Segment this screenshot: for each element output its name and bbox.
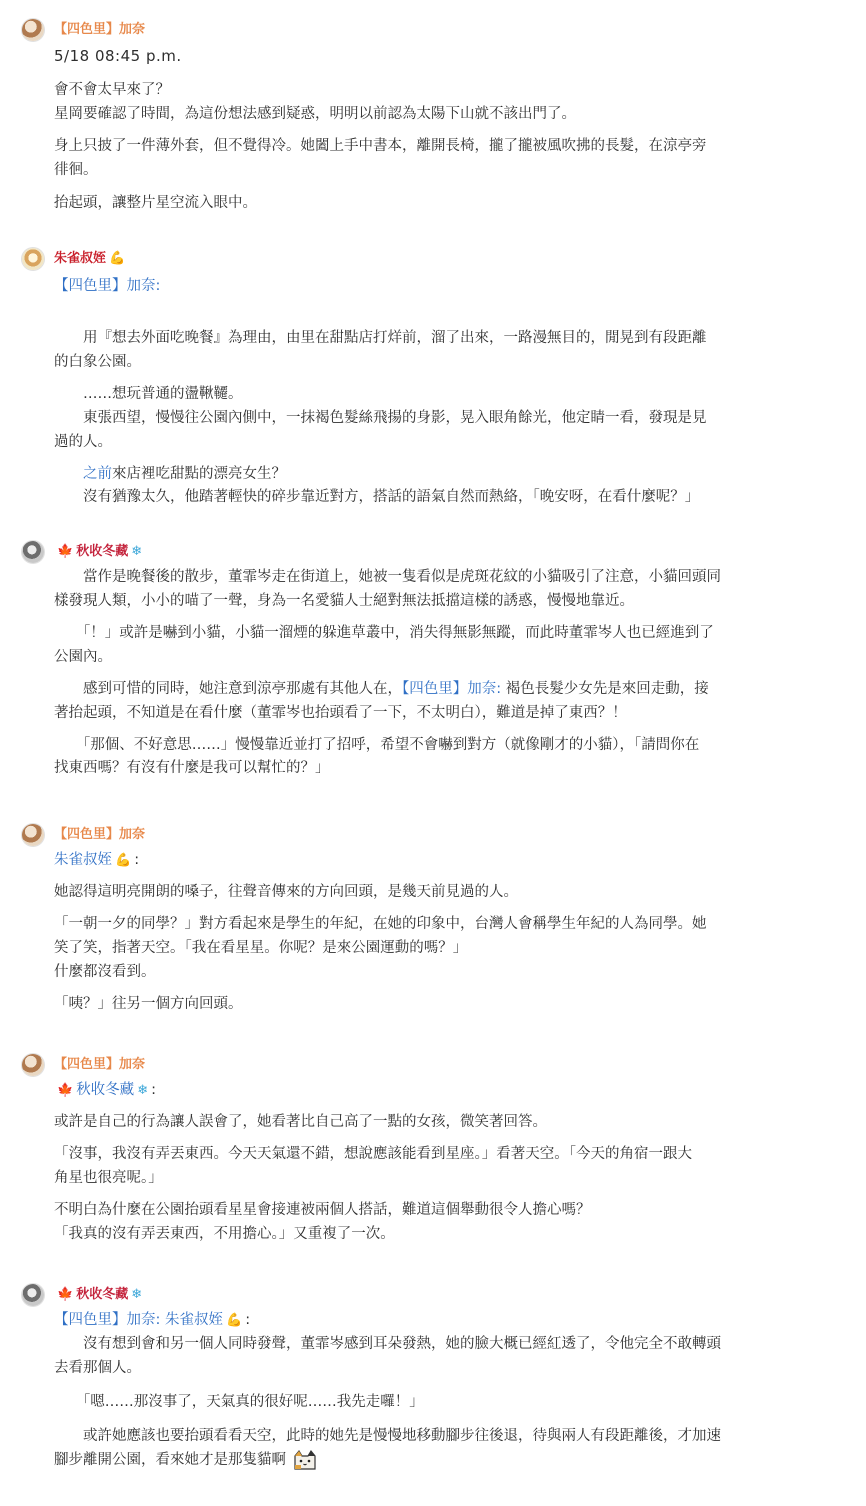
paragraph: 「沒事，我沒有弄丟東西。今天天氣還不錯，想說應該能看到星座。」看著天空。「今天的角宿一跟大 — [54, 1145, 692, 1162]
post-body — [54, 1079, 844, 1247]
paragraph: 不明白為什麼在公園抬頭看星星會接連被兩個人搭話，難道這個舉動很令人擔心嗎？ — [54, 1201, 591, 1218]
avatar[interactable] — [22, 1284, 44, 1306]
post-header — [22, 1053, 844, 1077]
mention-link[interactable]: 【四色里】加奈: — [54, 1312, 161, 1328]
paragraph: 會不會太早來了？ — [54, 81, 170, 98]
paragraph — [54, 463, 844, 487]
author-name[interactable]: 秋收冬藏 — [76, 544, 129, 560]
paragraph — [54, 1425, 844, 1449]
post-2 — [22, 247, 844, 506]
paragraph: 「那個、不好意思……」慢慢靠近並打了招呼，希望不會嚇到對方（就像剛才的小貓），「請問你在 — [54, 736, 700, 753]
post-1 — [22, 18, 844, 212]
avatar[interactable] — [22, 19, 44, 41]
flexed-biceps-icon: 💪 — [115, 853, 132, 868]
paragraph-text: 來店裡吃甜點的漂亮女生？ — [112, 465, 286, 482]
flexed-biceps-icon: 💪 — [226, 1313, 243, 1328]
maple-leaf-icon: 🍁 — [57, 1287, 74, 1303]
flexed-biceps-icon: 💪 — [109, 251, 126, 267]
maple-leaf-icon: 🍁 — [57, 544, 74, 560]
mention-link[interactable]: 秋收冬藏 — [76, 1082, 135, 1098]
avatar[interactable] — [22, 541, 44, 563]
paragraph: 「一朝一夕的同學？」對方看起來是學生的年紀，在她的印象中，台灣人會稱學生年紀的人為同學。她 — [54, 915, 707, 932]
paragraph: 找東西嗎？有沒有什麼是我可以幫忙的？」 — [54, 760, 330, 777]
paragraph: 抬起頭，讓整片星空流入眼中。 — [54, 195, 257, 212]
paragraph: 東張西望，慢慢往公園內側中，一抹褐色髮絲飛揚的身影，晃入眼角餘光，他定睛一看，發現是見 — [54, 409, 707, 426]
post-body — [54, 566, 844, 781]
maple-leaf-icon: 🍁 — [57, 1083, 74, 1098]
paragraph: 「！」或許是嚇到小貓，小貓一溜煙的躲進草叢中，消失得無影無蹤，而此時董霏岑人也已經進到了 — [54, 624, 714, 641]
mention-link[interactable]: 【四色里】加奈: — [54, 278, 161, 294]
post-4 — [22, 823, 844, 1012]
paragraph — [54, 1449, 844, 1473]
avatar[interactable] — [22, 248, 44, 270]
post-body — [54, 1309, 844, 1473]
paragraph: 「咦？」往另一個方向回頭。 — [54, 995, 243, 1012]
author-name[interactable]: 【四色里】加奈 — [54, 827, 146, 843]
paragraph-text: 或許她應該也要抬頭看看天空，此時的她先是慢慢地移動腳步往後退，待與兩人有段距離後，才加速 — [54, 1427, 721, 1444]
post-header — [22, 540, 844, 564]
author-name[interactable]: 【四色里】加奈 — [54, 22, 146, 38]
paragraph: 樣發現人類，小小的喵了一聲，身為一名愛貓人士絕對無法抵擋這樣的誘惑，慢慢地靠近。 — [54, 592, 634, 609]
avatar[interactable] — [22, 1054, 44, 1076]
post-body — [54, 849, 844, 1017]
paragraph: 笑了笑，指著天空。「我在看星星。你呢？是來公園運動的嗎？」 — [54, 939, 468, 956]
post-header — [22, 1283, 844, 1307]
mention-link[interactable]: 朱雀叔姪 — [54, 852, 112, 868]
mention-line: 【四色里】加奈: 朱雀叔姪 💪 : — [54, 1309, 844, 1333]
paragraph: 「嗯……那沒事了，天氣真的很好呢……我先走囉！」 — [54, 1393, 424, 1410]
paragraph: 星岡要確認了時間，為這份想法感到疑惑，明明以前認為太陽下山就不該出門了。 — [54, 105, 576, 122]
paragraph: 沒有猶豫太久，他踏著輕快的碎步靠近對方，搭話的語氣自然而熱絡，「晚安呀，在看什麼呢？」 — [54, 489, 700, 506]
post-date: 5/18 08:45 p.m. — [54, 47, 182, 65]
author-name[interactable]: 秋收冬藏 — [76, 1287, 129, 1303]
author-name[interactable]: 朱雀叔姪 — [54, 251, 107, 267]
paragraph: 徘徊。 — [54, 161, 98, 178]
paragraph-text: 褐色長髮少女先是來回走動，接 — [501, 680, 709, 697]
paragraph: 去看那個人。 — [54, 1359, 141, 1376]
snowflake-icon: ❄ — [137, 1083, 149, 1098]
avatar[interactable] — [22, 824, 44, 846]
paragraph: 或許是自己的行為讓人誤會了，她看著比自己高了一點的女孩，微笑著回答。 — [54, 1113, 547, 1130]
paragraph: 的白象公園。 — [54, 353, 141, 370]
post-5 — [22, 1053, 844, 1242]
mention-line: 朱雀叔姪 💪 : — [54, 849, 844, 873]
post-6 — [22, 1283, 844, 1468]
post-header — [22, 18, 844, 42]
snowflake-icon: ❄ — [131, 1287, 143, 1303]
paragraph: 角星也很亮呢。」 — [54, 1169, 163, 1186]
post-body — [54, 44, 844, 216]
paragraph-text: 感到可惜的同時，她注意到涼亭那處有其他人在， — [54, 680, 402, 697]
author-name[interactable]: 【四色里】加奈 — [54, 1057, 146, 1073]
paragraph: 過的人。 — [54, 433, 112, 450]
mention-link[interactable]: 【四色里】加奈: — [402, 680, 502, 697]
paragraph — [54, 678, 844, 702]
paragraph: 著抬起頭，不知道是在看什麼（董霏岑也抬頭看了一下，不太明白），難道是掉了東西？！ — [54, 704, 627, 721]
paragraph: 公園內。 — [54, 648, 112, 665]
paragraph: 沒有想到會和另一個人同時發聲，董霏岑感到耳朵發熱，她的臉大概已經紅透了，令他完全不敢轉頭 — [54, 1335, 721, 1352]
post-header — [22, 823, 844, 847]
paragraph: 什麼都沒看到。 — [54, 963, 156, 980]
snowflake-icon: ❄ — [131, 544, 143, 560]
paragraph: 她認得這明亮開朗的嗓子，往聲音傳來的方向回頭，是幾天前見過的人。 — [54, 883, 518, 900]
paragraph: 身上只披了一件薄外套，但不覺得冷。她闔上手中書本，離開長椅，攏了攏被風吹拂的長髮，在涼亭旁 — [54, 137, 707, 154]
mention-link[interactable]: 朱雀叔姪 — [165, 1312, 223, 1328]
mention-line: 🍁 秋收冬藏 ❄ : — [54, 1079, 844, 1103]
paragraph: ……想玩普通的盪鞦韆。 — [54, 385, 243, 402]
cat-sticker-icon — [291, 1449, 319, 1471]
paragraph-text: 腳步離開公園，看來她才是那隻貓啊 — [54, 1451, 286, 1468]
paragraph: 用『想去外面吃晚餐』為理由，由里在甜點店打烊前，溜了出來，一路漫無目的，閒晃到有段距離 — [54, 329, 707, 346]
post-3 — [22, 540, 844, 777]
post-body — [54, 275, 844, 510]
paragraph: 「我真的沒有弄丟東西，不用擔心。」又重複了一次。 — [54, 1225, 395, 1242]
paragraph: 當作是晚餐後的散步，董霏岑走在街道上，她被一隻看似是虎斑花紋的小貓吸引了注意，小貓回頭同 — [54, 569, 721, 585]
mention-link[interactable]: 之前 — [83, 465, 112, 482]
post-header — [22, 247, 844, 271]
